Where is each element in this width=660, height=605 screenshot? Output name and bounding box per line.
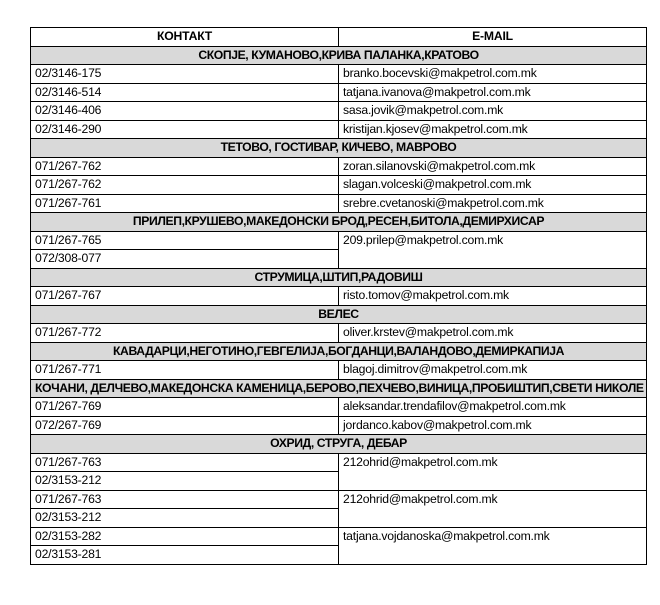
phone-number: 02/3146-175 <box>31 65 339 84</box>
email-address[interactable]: branko.bocevski@makpetrol.com.mk <box>339 65 647 84</box>
region-heading: ПРИЛЕП,КРУШЕВО,МАКЕДОНСКИ БРОД,РЕСЕН,БИТОЛА,ДЕМИРХИСАР <box>31 213 647 232</box>
region-row <box>31 139 647 158</box>
region-heading: СТРУМИЦА,ШТИП,РАДОВИШ <box>31 268 647 287</box>
contact-row <box>31 527 647 546</box>
region-row <box>31 46 647 65</box>
contact-row <box>31 176 647 195</box>
header-row <box>31 28 647 47</box>
email-address[interactable]: tatjana.ivanova@makpetrol.com.mk <box>339 83 647 102</box>
contact-row <box>31 287 647 306</box>
region-heading: ОХРИД, СТРУГА, ДЕБАР <box>31 435 647 454</box>
contact-row <box>31 65 647 84</box>
contact-row <box>31 231 647 250</box>
contact-row <box>31 157 647 176</box>
header-contact: КОНТАКТ <box>31 28 339 47</box>
phone-number: 071/267-761 <box>31 194 339 213</box>
header-email: E-MAIL <box>339 28 647 47</box>
phone-number: 071/267-763 <box>31 490 339 509</box>
phone-number: 02/3146-406 <box>31 102 339 121</box>
phone-number: 02/3146-514 <box>31 83 339 102</box>
email-address[interactable]: aleksandar.trendafilov@makpetrol.com.mk <box>339 398 647 417</box>
contact-row <box>31 194 647 213</box>
contact-row <box>31 416 647 435</box>
contact-row <box>31 324 647 343</box>
phone-number: 072/308-077 <box>31 250 339 269</box>
contact-row <box>31 361 647 380</box>
table-body <box>31 46 647 564</box>
contact-row <box>31 120 647 139</box>
email-address[interactable]: slagan.volceski@makpetrol.com.mk <box>339 176 647 195</box>
contact-row <box>31 453 647 472</box>
phone-number: 02/3153-281 <box>31 546 339 565</box>
email-address[interactable]: oliver.krstev@makpetrol.com.mk <box>339 324 647 343</box>
phone-number: 02/3153-212 <box>31 472 339 491</box>
contacts-table <box>30 27 647 565</box>
phone-number: 02/3146-290 <box>31 120 339 139</box>
email-address[interactable]: 212ohrid@makpetrol.com.mk <box>339 453 647 490</box>
region-heading: КАВАДАРЦИ,НЕГОТИНО,ГЕВГЕЛИЈА,БОГДАНЦИ,ВАЛАНДОВО,ДЕМИРКАПИЈА <box>31 342 647 361</box>
email-address[interactable]: 209.prilep@makpetrol.com.mk <box>339 231 647 268</box>
email-address[interactable]: srebre.cvetanoski@makpetrol.com.mk <box>339 194 647 213</box>
region-heading: ВЕЛЕС <box>31 305 647 324</box>
email-address[interactable]: jordanco.kabov@makpetrol.com.mk <box>339 416 647 435</box>
contact-row <box>31 490 647 509</box>
email-address[interactable]: tatjana.vojdanoska@makpetrol.com.mk <box>339 527 647 564</box>
phone-number: 071/267-762 <box>31 176 339 195</box>
region-row <box>31 435 647 454</box>
email-address[interactable]: zoran.silanovski@makpetrol.com.mk <box>339 157 647 176</box>
email-address[interactable]: risto.tomov@makpetrol.com.mk <box>339 287 647 306</box>
email-address[interactable]: sasa.jovik@makpetrol.com.mk <box>339 102 647 121</box>
phone-number: 02/3153-282 <box>31 527 339 546</box>
phone-number: 071/267-769 <box>31 398 339 417</box>
phone-number: 071/267-765 <box>31 231 339 250</box>
contact-row <box>31 102 647 121</box>
email-address[interactable]: 212ohrid@makpetrol.com.mk <box>339 490 647 527</box>
email-address[interactable]: kristijan.kjosev@makpetrol.com.mk <box>339 120 647 139</box>
region-row <box>31 305 647 324</box>
phone-number: 071/267-771 <box>31 361 339 380</box>
phone-number: 071/267-763 <box>31 453 339 472</box>
contact-row <box>31 83 647 102</box>
phone-number: 02/3153-212 <box>31 509 339 528</box>
region-heading: ТЕТОВО, ГОСТИВАР, КИЧЕВО, МАВРОВО <box>31 139 647 158</box>
region-heading: СКОПЈЕ, КУМАНОВО,КРИВА ПАЛАНКА,КРАТОВО <box>31 46 647 65</box>
region-row <box>31 268 647 287</box>
phone-number: 071/267-767 <box>31 287 339 306</box>
region-row <box>31 379 647 398</box>
region-row <box>31 342 647 361</box>
phone-number: 071/267-772 <box>31 324 339 343</box>
phone-number: 072/267-769 <box>31 416 339 435</box>
phone-number: 071/267-762 <box>31 157 339 176</box>
contact-row <box>31 398 647 417</box>
email-address[interactable]: blagoj.dimitrov@makpetrol.com.mk <box>339 361 647 380</box>
region-heading: КОЧАНИ, ДЕЛЧЕВО,МАКЕДОНСКА КАМЕНИЦА,БЕРОВО,ПЕХЧЕВО,ВИНИЦА,ПРОБИШТИП,СВЕТИ НИКОЛЕ <box>31 379 647 398</box>
region-row <box>31 213 647 232</box>
